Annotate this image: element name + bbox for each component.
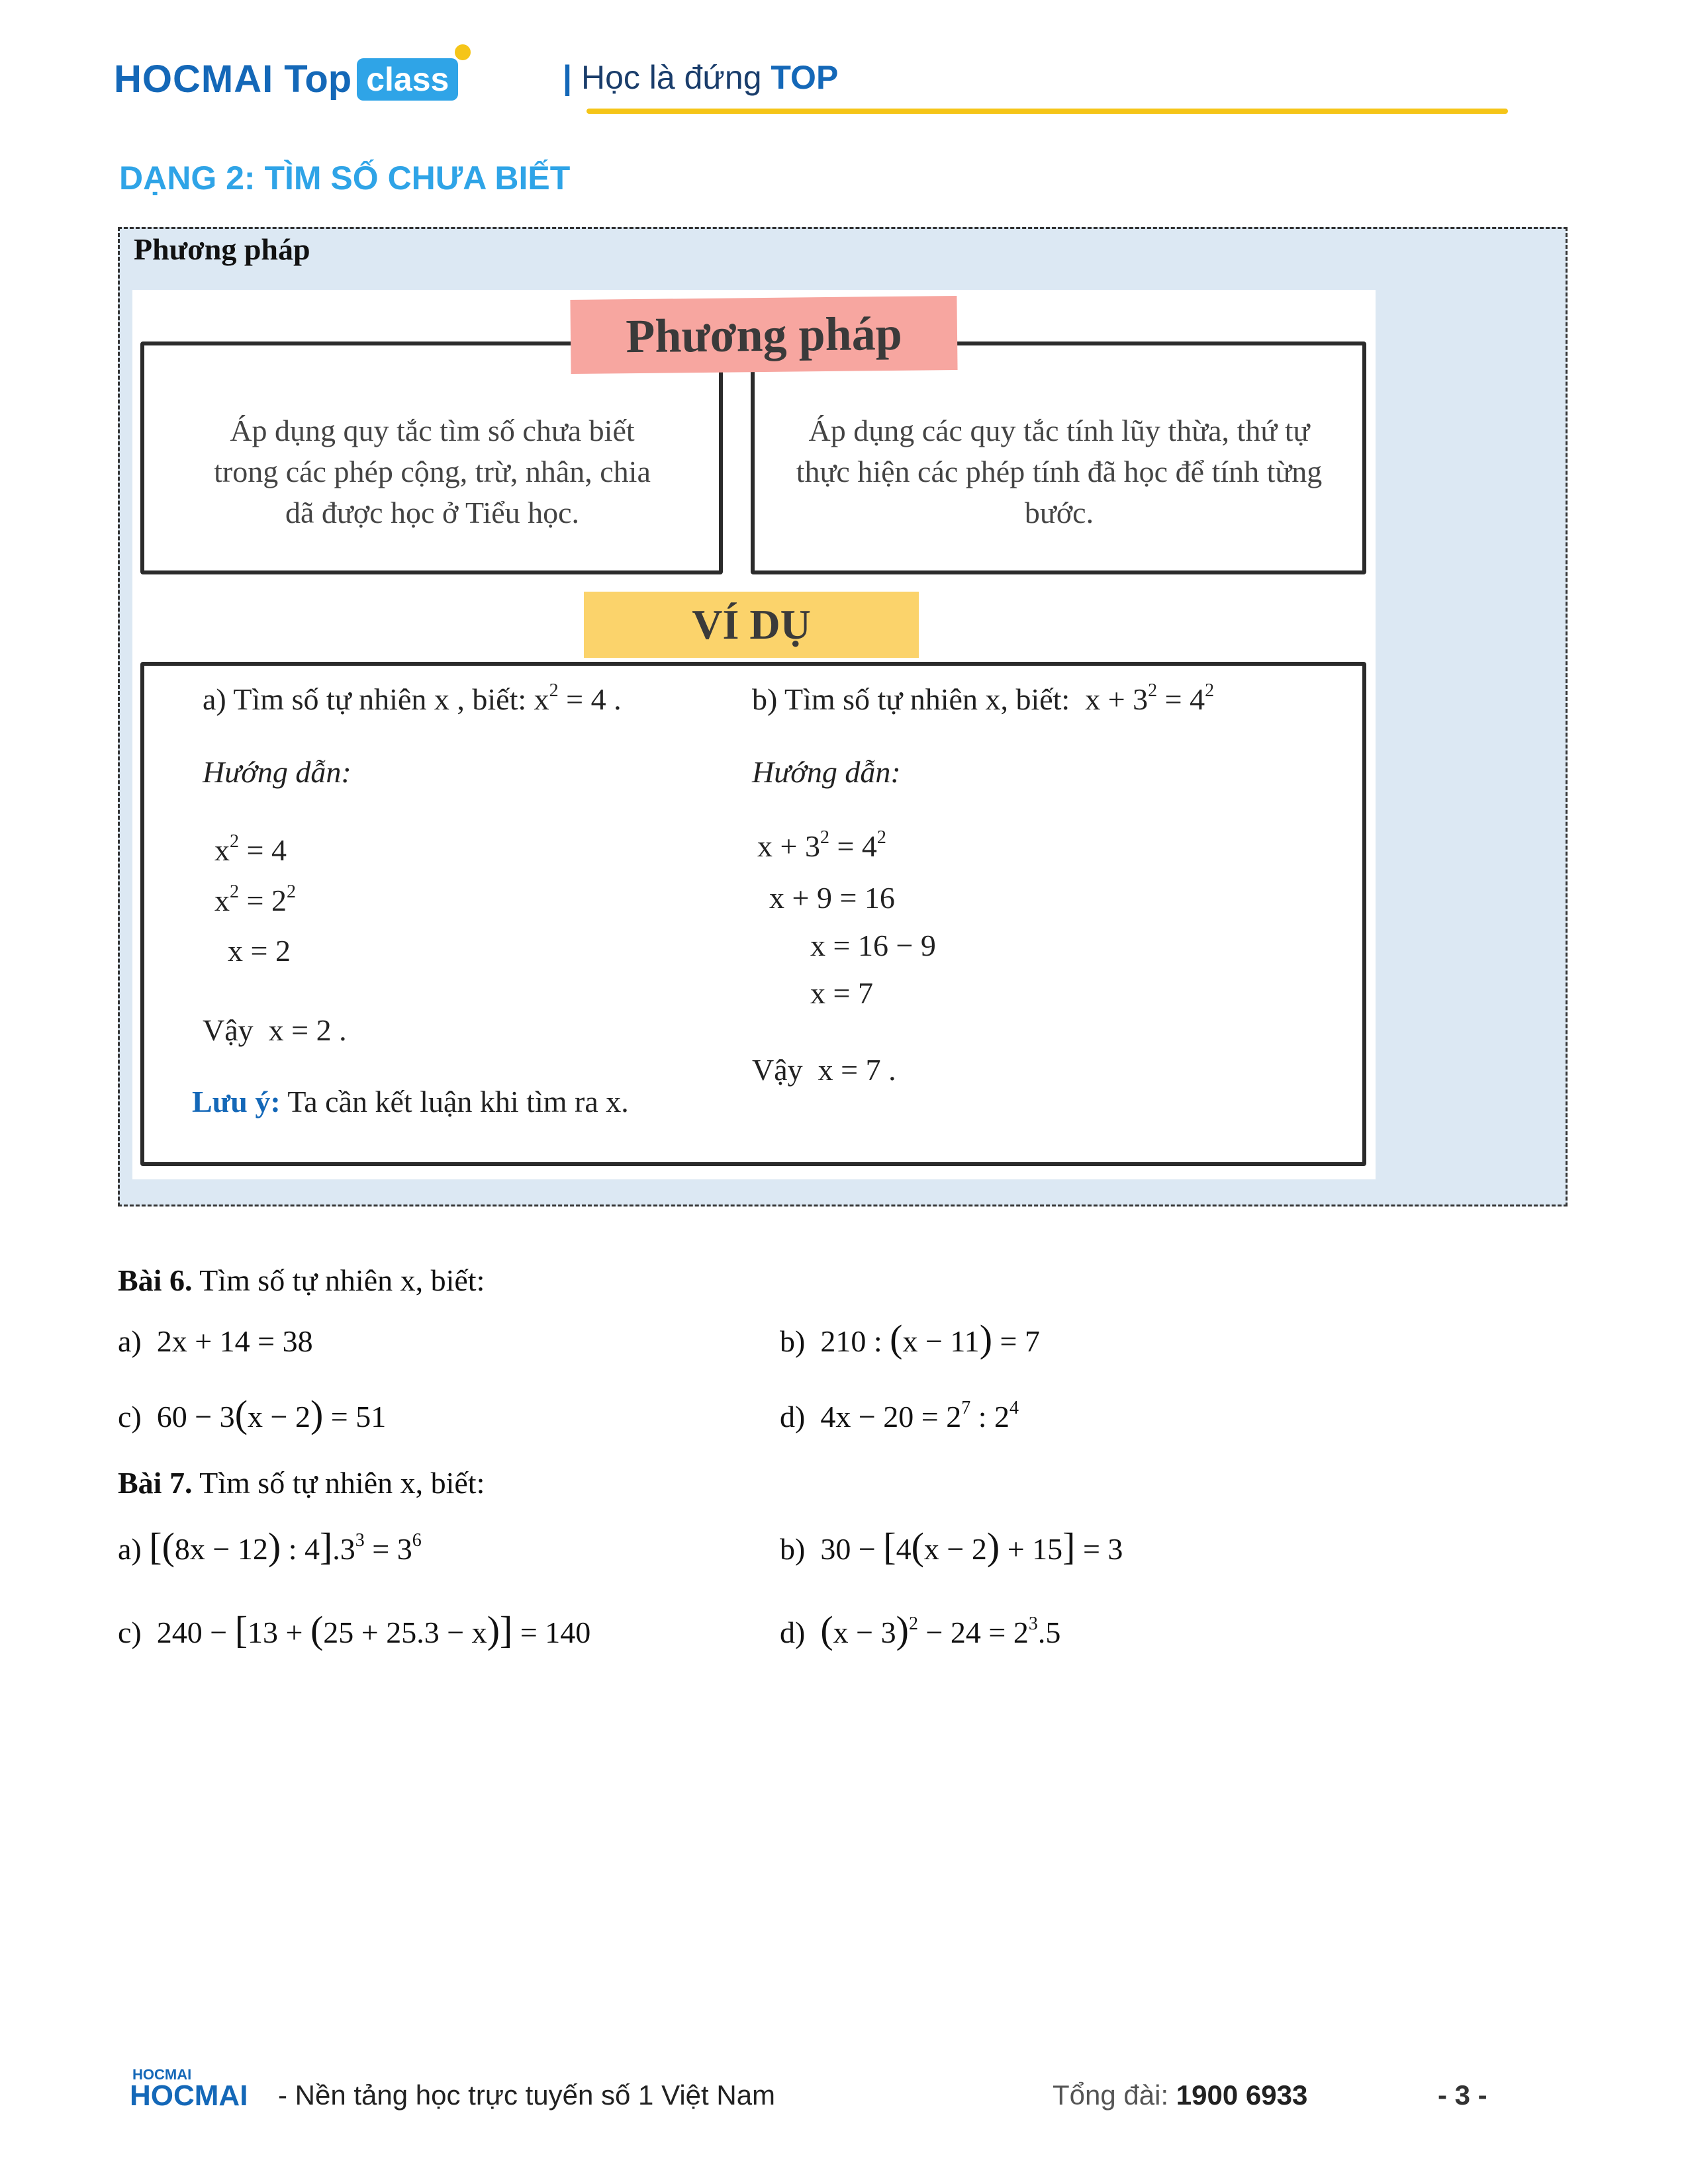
- example-b-guide: Hướng dẫn:: [752, 755, 901, 789]
- logo-hocmai-text: HOCMAI: [114, 58, 274, 101]
- example-banner: VÍ DỤ: [584, 592, 919, 658]
- exercise-6b: b) 210 : (x − 11) = 7: [780, 1317, 1040, 1360]
- example-b-step: x = 16 − 9: [810, 929, 936, 962]
- rule-right-line: Áp dụng các quy tắc tính lũy thừa, thứ tự: [808, 414, 1310, 447]
- example-b-prompt: b) Tìm số tự nhiên x, biết: $x + 3^2 = 4^2$: [752, 680, 1215, 716]
- method-panel-label: Phương pháp: [134, 232, 310, 266]
- star-icon: [453, 42, 473, 62]
- footer-tagline: - Nền tảng học trực tuyến số 1 Việt Nam: [278, 2079, 776, 2111]
- method-banner: Phương pháp: [570, 296, 957, 374]
- page-number: - 3 -: [1438, 2079, 1487, 2111]
- example-b-conclusion: Vậy x = 7 .: [752, 1053, 896, 1087]
- exercise-7a: a) [(8x − 12) : $4].3^3 = 3^6$: [118, 1525, 422, 1568]
- logo-class-text: class: [366, 60, 449, 98]
- footer-logo-small: HOCMAI: [132, 2066, 192, 2083]
- example-a-step: x = 2: [228, 934, 291, 968]
- logo-class-badge: [357, 58, 458, 101]
- example-b-step: $x + 3^2 = 4^2$: [757, 827, 886, 863]
- exercise-7-heading: Bài 7. Tìm số tự nhiên x, biết:: [118, 1466, 485, 1500]
- footer-logo: [130, 2066, 248, 2113]
- rule-right-line: thực hiện các phép tính đã học để tính từng: [796, 455, 1323, 488]
- note-label: Lưu ý:: [192, 1085, 281, 1118]
- rule-left-line: Áp dụng quy tắc tìm số chưa biết: [230, 414, 635, 447]
- slogan-emphasis: TOP: [771, 59, 839, 96]
- section-title: DẠNG 2: TÌM SỐ CHƯA BIẾT: [119, 159, 571, 197]
- rule-left-line: dã được học ở Tiểu học.: [285, 496, 580, 529]
- example-a-note: [192, 1084, 629, 1119]
- footer-phone-label: Tổng đài:: [1053, 2079, 1169, 2111]
- slogan-divider: |: [563, 59, 572, 96]
- header-slogan: [563, 58, 838, 97]
- example-b-step: x = 7: [810, 976, 873, 1010]
- example-a-step: $x^2 = 4$: [214, 831, 287, 867]
- rule-left-line: trong các phép cộng, trừ, nhân, chia: [214, 455, 651, 488]
- header-underline: [586, 109, 1508, 114]
- logo-top-text: Top: [284, 58, 352, 101]
- note-text: Ta cần kết luận khi tìm ra x.: [287, 1085, 629, 1118]
- footer-logo-text: HOCMAI: [130, 2079, 248, 2112]
- example-a-guide: Hướng dẫn:: [203, 755, 352, 789]
- footer-phone-number: 1900 6933: [1176, 2079, 1308, 2111]
- hocmai-topclass-logo: [114, 57, 458, 101]
- rule-right-line: bước.: [1024, 496, 1094, 529]
- exercise-7d: d) $(x - 3)^2 - 24 = 2^3.5$: [780, 1608, 1061, 1651]
- exercise-6-heading: Bài 6. Tìm số tự nhiên x, biết:: [118, 1263, 485, 1297]
- exercise-7b: b) 30 − [4(x − 2) + 15] = 3: [780, 1525, 1123, 1568]
- footer-phone: [1053, 2079, 1307, 2111]
- exercise-6d: d) $4x - 20 = 2^7$ : $2^4$: [780, 1398, 1019, 1433]
- example-a-prompt: a) Tìm số tự nhiên x , biết: $x^2 = 4$ .: [203, 680, 622, 716]
- slogan-prefix: Học là đứng: [581, 59, 762, 96]
- example-b-step: x + 9 = 16: [769, 881, 895, 915]
- example-a-step: $x^2 = 2^2$: [214, 882, 296, 917]
- exercise-6a: a) 2x + 14 = 38: [118, 1324, 313, 1358]
- exercise-6c: c) 60 − 3(x − 2) = 51: [118, 1392, 387, 1435]
- example-a-conclusion: Vậy x = 2 .: [203, 1013, 347, 1047]
- exercise-7c: c) 240 − [13 + (25 + 25.3 − x)] = 140: [118, 1608, 591, 1651]
- rule-text-left: [171, 410, 694, 533]
- rule-text-right: [768, 410, 1350, 533]
